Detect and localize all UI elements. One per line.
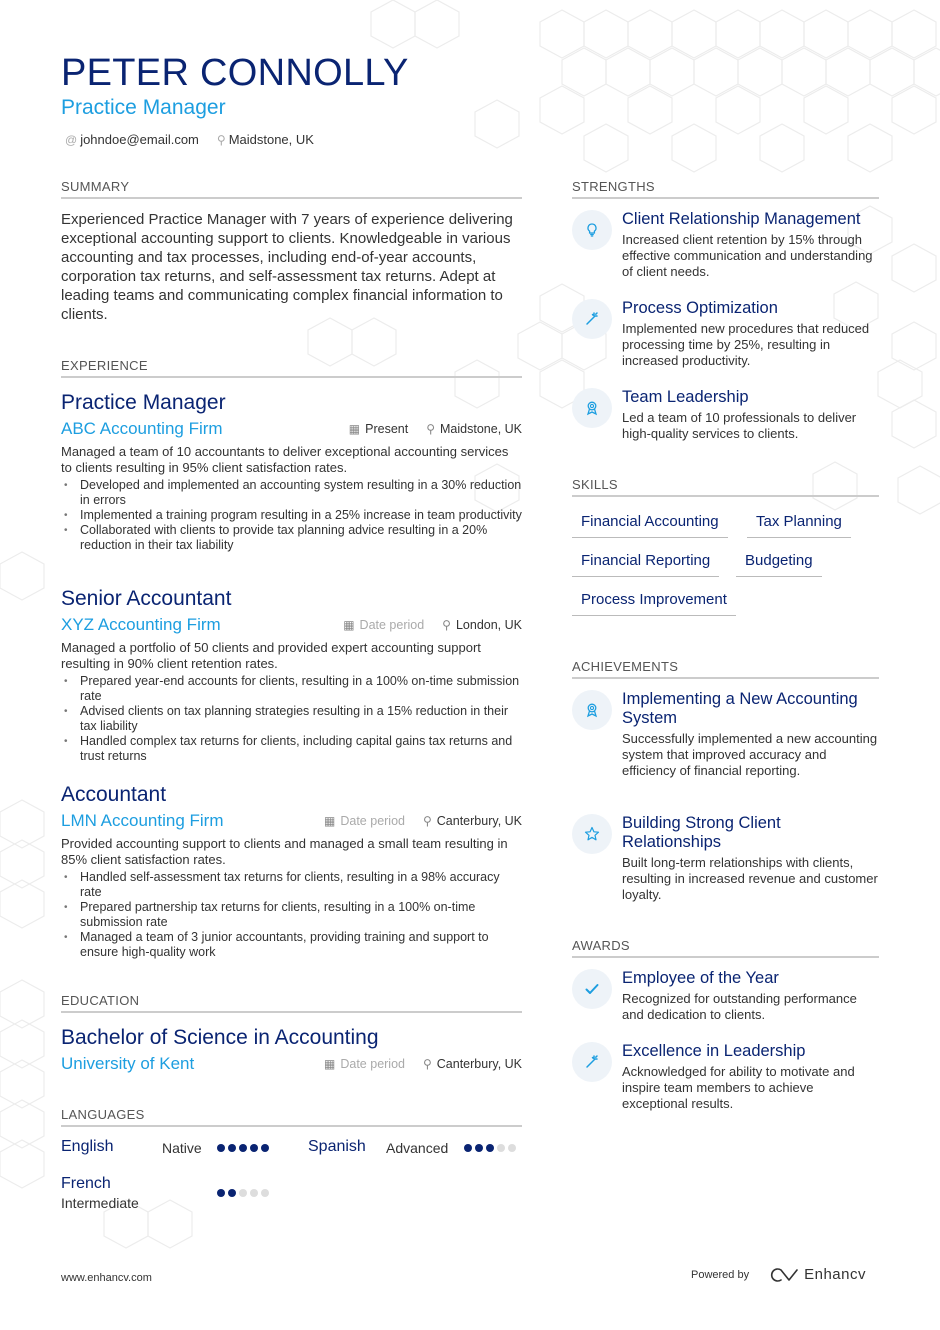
powered-by-label: Powered by xyxy=(691,1268,750,1281)
footer-website-link[interactable]: www.enhancv.com xyxy=(61,1272,152,1284)
proficiency-dot-filled xyxy=(228,1144,236,1152)
skill-tag: Budgeting xyxy=(736,552,822,577)
summary-text: Experienced Practice Manager with 7 years of experience delivering exceptional accounting support to clients. Knowledgeable in various accounting and tax processes, including end-of-year accounts, corporation tax returns, and self-assessment tax returns. Adept at leading teams and communicating complex financial information to clients. xyxy=(61,211,513,323)
language-level: Intermediate xyxy=(61,1195,139,1211)
job-location: Canterbury, UK xyxy=(436,814,522,828)
star-icon xyxy=(572,814,612,854)
strength-title: Client Relationship Management xyxy=(622,210,861,228)
job-date: Date period xyxy=(340,814,405,828)
award-ribbon-icon xyxy=(572,690,612,730)
language-level: Native xyxy=(162,1140,202,1156)
lightbulb-icon xyxy=(572,210,612,250)
skill-tag: Tax Planning xyxy=(747,513,851,538)
strength-desc: Increased client retention by 15% through effective communication and understanding of client needs. xyxy=(622,232,873,279)
award-title: Employee of the Year xyxy=(622,969,779,987)
enhancv-brand[interactable] xyxy=(767,1266,866,1283)
proficiency-dot-filled xyxy=(239,1144,247,1152)
company-name: XYZ Accounting Firm xyxy=(61,615,221,634)
award-item xyxy=(572,969,882,1023)
award-desc: Recognized for outstanding performance and dedication to clients. xyxy=(622,991,857,1022)
strength-item xyxy=(572,388,882,442)
award-item xyxy=(572,1042,882,1112)
calendar-icon: ▦ xyxy=(324,1057,336,1071)
skill-tag: Financial Reporting xyxy=(572,552,719,577)
school-name: University of Kent xyxy=(61,1054,195,1073)
language-proficiency-dots xyxy=(217,1189,269,1197)
proficiency-dot-filled xyxy=(217,1144,225,1152)
job-date: Date period xyxy=(359,618,425,632)
candidate-name: PETER CONNOLLY xyxy=(61,52,409,94)
strength-item xyxy=(572,210,882,280)
candidate-role: Practice Manager xyxy=(61,96,226,119)
achievements-heading: ACHIEVEMENTS xyxy=(572,659,879,679)
proficiency-dot-filled xyxy=(464,1144,472,1152)
location-pin-icon: ⚲ xyxy=(426,422,436,436)
strengths-heading: STRENGTHS xyxy=(572,179,879,199)
brand-name: Enhancv xyxy=(804,1266,866,1283)
location-pin-icon: ⚲ xyxy=(442,618,451,632)
experience-entry xyxy=(61,781,522,960)
languages-heading: LANGUAGES xyxy=(61,1107,522,1127)
strength-desc: Implemented new procedures that reduced processing time by 25%, resulting in increased productivity. xyxy=(622,321,870,368)
bullet-item: • Handled complex tax returns for clients, including capital gains tax returns and trust returns xyxy=(61,734,522,764)
bullet-item: • Managed a team of 3 junior accountants, providing training and support to ensure high-quality work xyxy=(61,930,522,960)
experience-entry xyxy=(61,585,522,764)
job-date: Present xyxy=(365,422,409,436)
location-pin-icon: ⚲ xyxy=(422,1057,432,1071)
job-title: Practice Manager xyxy=(61,391,226,414)
achievement-title: Building Strong Client Relationships xyxy=(622,814,781,851)
language-name: French xyxy=(61,1175,111,1192)
experience-heading: EXPERIENCE xyxy=(61,358,522,378)
location-text: Maidstone, UK xyxy=(228,132,314,147)
bullet-item: • Handled self-assessment tax returns for clients, resulting in a 98% accuracy rate xyxy=(61,870,522,900)
proficiency-dot-filled xyxy=(228,1189,236,1197)
achievement-desc: Built long-term relationships with clients, resulting in increased revenue and customer loyalty. xyxy=(622,855,878,902)
award-title: Excellence in Leadership xyxy=(622,1042,806,1060)
job-bullets xyxy=(61,870,522,960)
summary-heading: SUMMARY xyxy=(61,179,522,199)
achievement-title: Implementing a New Accounting System xyxy=(622,690,858,727)
strength-item xyxy=(572,299,882,369)
proficiency-dot-empty xyxy=(261,1189,269,1197)
location-pin-icon: ⚲ xyxy=(422,814,432,828)
skill-tag: Process Improvement xyxy=(572,591,736,616)
email-text: johndoe@email.com xyxy=(80,132,199,147)
footer-powered-by xyxy=(691,1266,866,1283)
proficiency-dot-empty xyxy=(508,1144,516,1152)
email-contact[interactable] xyxy=(65,132,199,147)
strength-title: Team Leadership xyxy=(622,388,749,406)
enhancv-logo-icon xyxy=(767,1267,799,1283)
proficiency-dot-filled xyxy=(475,1144,483,1152)
award-desc: Acknowledged for ability to motivate and inspire team members to achieve exceptional results. xyxy=(622,1064,855,1111)
proficiency-dot-filled xyxy=(261,1144,269,1152)
job-location: Maidstone, UK xyxy=(440,422,522,436)
checkmark-icon xyxy=(572,969,612,1009)
bullet-item: • Prepared partnership tax returns for clients, resulting in a 100% on-time submission rate xyxy=(61,900,522,930)
location-contact xyxy=(217,132,314,147)
proficiency-dot-filled xyxy=(250,1144,258,1152)
skills-heading: SKILLS xyxy=(572,477,879,497)
achievement-item xyxy=(572,814,882,903)
language-name: Spanish xyxy=(308,1138,366,1155)
job-title: Senior Accountant xyxy=(61,587,232,610)
job-location: London, UK xyxy=(455,618,522,632)
proficiency-dot-empty xyxy=(239,1189,247,1197)
bullet-item: • Implemented a training program resulting in a 25% increase in team productivity xyxy=(61,508,522,523)
bullet-item: • Developed and implemented an accounting system resulting in a 30% reduction in errors xyxy=(61,478,522,508)
location-pin-icon: ⚲ xyxy=(216,133,226,147)
education-heading: EDUCATION xyxy=(61,993,522,1013)
proficiency-dot-filled xyxy=(486,1144,494,1152)
language-name: English xyxy=(61,1138,114,1155)
achievement-item xyxy=(572,690,882,779)
strength-title: Process Optimization xyxy=(622,299,778,317)
language-proficiency-dots xyxy=(217,1144,269,1152)
calendar-icon: ▦ xyxy=(348,422,361,436)
calendar-icon: ▦ xyxy=(343,618,355,632)
job-bullets xyxy=(61,674,522,764)
degree-title: Bachelor of Science in Accounting xyxy=(61,1026,379,1049)
bullet-item: • Advised clients on tax planning strategies resulting in a 15% reduction in their tax liability xyxy=(61,704,522,734)
job-description: Managed a portfolio of 50 clients and provided expert accounting support resulting in 90% client retention rates. xyxy=(61,640,481,671)
job-description: Managed a team of 10 accountants to deliver exceptional accounting services to clients resulting in 95% client satisfaction rates. xyxy=(61,444,509,475)
awards-heading: AWARDS xyxy=(572,938,879,958)
proficiency-dot-empty xyxy=(250,1189,258,1197)
job-description: Provided accounting support to clients and managed a small team resulting in 85% client satisfaction rates. xyxy=(61,836,508,867)
education-entry xyxy=(61,1024,522,1077)
proficiency-dot-filled xyxy=(217,1189,225,1197)
magic-wand-icon xyxy=(572,299,612,339)
job-title: Accountant xyxy=(61,783,167,806)
calendar-icon: ▦ xyxy=(324,814,336,828)
bullet-item: • Prepared year-end accounts for clients, resulting in a 100% on-time submission rate xyxy=(61,674,522,704)
bullet-item: • Collaborated with clients to provide tax planning advice resulting in a 20% reduction in their tax liability xyxy=(61,523,522,553)
award-ribbon-icon xyxy=(572,388,612,428)
job-bullets xyxy=(61,478,522,553)
company-name: ABC Accounting Firm xyxy=(61,419,223,438)
at-icon: @ xyxy=(65,133,78,147)
language-proficiency-dots xyxy=(464,1144,516,1152)
language-level: Advanced xyxy=(386,1140,449,1156)
magic-wand-icon xyxy=(572,1042,612,1082)
company-name: LMN Accounting Firm xyxy=(61,811,224,830)
education-date: Date period xyxy=(340,1057,405,1071)
education-location: Canterbury, UK xyxy=(436,1057,522,1071)
strength-desc: Led a team of 10 professionals to deliver high-quality services to clients. xyxy=(622,410,857,441)
proficiency-dot-empty xyxy=(497,1144,505,1152)
contact-row xyxy=(65,132,314,147)
experience-entry xyxy=(61,389,522,553)
achievement-desc: Successfully implemented a new accounting system that improved accuracy and efficiency of financial reporting. xyxy=(622,731,878,778)
skill-tag: Financial Accounting xyxy=(572,513,728,538)
